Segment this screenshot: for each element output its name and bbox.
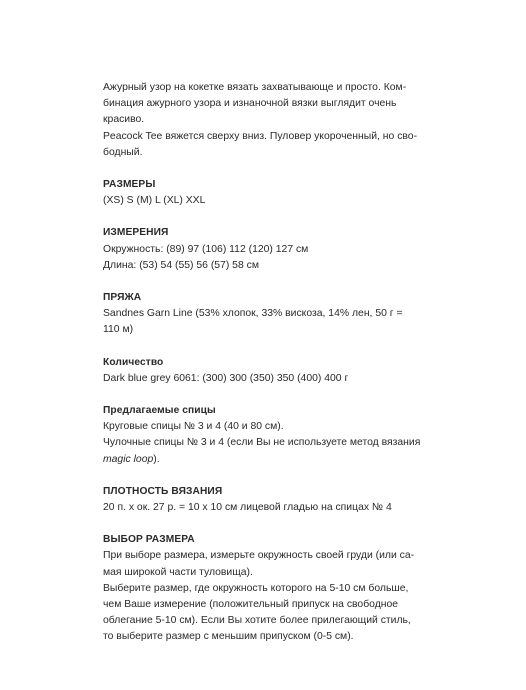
dpn-needles: Чулочные спицы № 3 и 4 (если Вы не используете метод вязания bbox=[103, 437, 421, 449]
size-choice-line: мая широкой части туловища). bbox=[103, 566, 253, 578]
circular-needles: Круговые спицы № 3 и 4 (40 и 80 см). bbox=[103, 421, 284, 433]
measurements-section bbox=[103, 225, 433, 274]
quantity-text: Dark blue grey 6061: (300) 300 (350) 350 (400) 400 г bbox=[103, 372, 349, 384]
sizes-text: (XS) S (M) L (XL) XXL bbox=[103, 195, 206, 207]
dpn-needles-continued bbox=[103, 452, 433, 468]
size-choice-line: Выберите размер, где окружность которого на 5-10 см больше, bbox=[103, 582, 409, 594]
size-choice-heading: ВЫБОР РАЗМЕРА bbox=[103, 534, 195, 546]
dpn-tail: ). bbox=[153, 453, 160, 465]
size-choice-line: При выборе размера, измерьте окружность своей груди (или са- bbox=[103, 550, 415, 562]
gauge-text: 20 п. х ок. 27 р. = 10 х 10 см лицевой гладью на спицах № 4 bbox=[103, 502, 392, 514]
yarn-line: Sandnes Garn Line (53% хлопок, 33% вискоза, 14% лен, 50 г = bbox=[103, 308, 403, 320]
size-choice-line: облегание 5-10 см). Если Вы хотите более прилегающий стиль, bbox=[103, 615, 411, 627]
yarn-heading: ПРЯЖА bbox=[103, 292, 142, 304]
measurements-heading: ИЗМЕРЕНИЯ bbox=[103, 227, 169, 239]
magic-loop-term: magic loop bbox=[103, 453, 154, 465]
intro-line: бодный. bbox=[103, 146, 143, 158]
yarn-line: 110 м) bbox=[103, 324, 134, 336]
document-page bbox=[103, 80, 433, 646]
size-choice-line: чем Ваше измерение (положительный припуск на свободное bbox=[103, 599, 399, 611]
size-choice-line: то выберите размер с меньшим припуском (0-5 см). bbox=[103, 631, 354, 643]
intro-line: Ажурный узор на кокетке вязать захватывающе и просто. Ком- bbox=[103, 82, 407, 93]
gauge-section bbox=[103, 484, 433, 516]
yarn-section bbox=[103, 290, 433, 339]
quantity-section bbox=[103, 355, 433, 387]
gauge-heading: ПЛОТНОСТЬ ВЯЗАНИЯ bbox=[103, 485, 223, 497]
sizes-heading: РАЗМЕРЫ bbox=[103, 179, 156, 191]
quantity-heading: Количество bbox=[103, 356, 164, 368]
length-measurement: Длина: (53) 54 (55) 56 (57) 58 см bbox=[103, 259, 259, 271]
needles-heading: Предлагаемые спицы bbox=[103, 405, 216, 417]
intro-line: бинация ажурного узора и изнаночной вязки выглядит очень bbox=[103, 98, 397, 110]
needles-section bbox=[103, 403, 433, 468]
intro-line: красиво. bbox=[103, 114, 145, 126]
chest-measurement: Окружность: (89) 97 (106) 112 (120) 127 см bbox=[103, 243, 309, 255]
sizes-section bbox=[103, 177, 433, 209]
intro-line: Peacock Tee вяжется сверху вниз. Пуловер укороченный, но сво- bbox=[103, 130, 418, 142]
intro-paragraph bbox=[103, 80, 433, 161]
size-choice-section bbox=[103, 532, 433, 645]
